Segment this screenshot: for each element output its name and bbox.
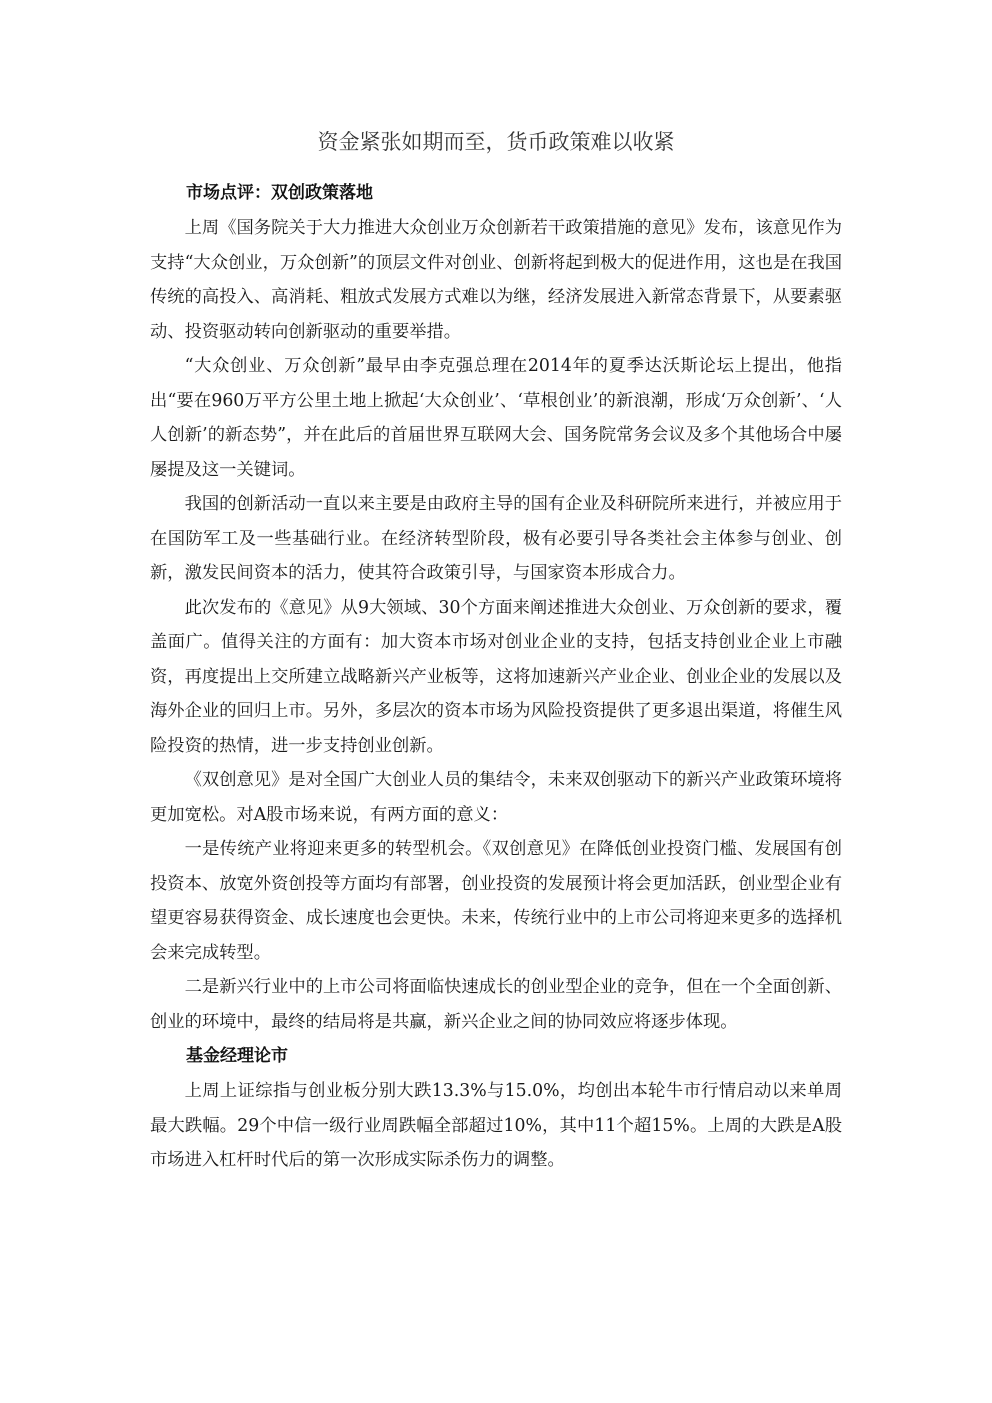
paragraph: 上周《国务院关于大力推进大众创业万众创新若干政策措施的意见》发布，该意见作为支持“大众创业，万众创新”的顶层文件对创业、创新将起到极大的促进作用，这也是在我国传统的高投入、高消耗、粗放式发展方式难以为继，经济发展进入新常态背景下，从要素驱动、投资驱动转向创新驱动的重要举措。	[150, 218, 842, 342]
paragraph: “大众创业、万众创新”最早由李克强总理在2014年的夏季达沃斯论坛上提出，他指出“要在960万平方公里土地上掀起‘大众创业’、‘草根创业’的新浪潮，形成‘万众创新’、‘人人创新’的新态势”，并在此后的首届世界互联网大会、国务院常务会议及多个其他场合中屡屡提及这一关键词。	[150, 356, 842, 480]
section-heading-fund-manager: 基金经理论市	[186, 1046, 288, 1066]
paragraph: 上周上证综指与创业板分别大跌13.3%与15.0%，均创出本轮牛市行情启动以来单周最大跌幅。29个中信一级行业周跌幅全部超过10%，其中11个超15%。上周的大跌是A股市场进入杠杆时代后的第一次形成实际杀伤力的调整。	[150, 1081, 842, 1170]
paragraph: 一是传统产业将迎来更多的转型机会。《双创意见》在降低创业投资门槛、发展国有创投资本、放宽外资创投等方面均有部署，创业投资的发展预计将会更加活跃，创业型企业有望更容易获得资金、成长速度也会更快。未来，传统行业中的上市公司将迎来更多的选择机会来完成转型。	[150, 839, 842, 963]
paragraph: 二是新兴行业中的上市公司将面临快速成长的创业型企业的竞争，但在一个全面创新、创业的环境中，最终的结局将是共赢，新兴企业之间的协同效应将逐步体现。	[150, 977, 842, 1032]
paragraph: 此次发布的《意见》从9大领域、30个方面来阐述推进大众创业、万众创新的要求，覆盖面广。值得关注的方面有：加大资本市场对创业企业的支持，包括支持创业企业上市融资，再度提出上交所建立战略新兴产业板等，这将加速新兴产业企业、创业企业的发展以及海外企业的回归上市。另外，多层次的资本市场为风险投资提供了更多退出渠道，将催生风险投资的热情，进一步支持创业创新。	[150, 597, 842, 756]
document-content	[150, 124, 842, 1178]
document-title: 资金紧张如期而至，货币政策难以收紧	[317, 130, 675, 154]
paragraph: 《双创意见》是对全国广大创业人员的集结令，未来双创驱动下的新兴产业政策环境将更加宽松。对A股市场来说，有两方面的意义：	[150, 770, 842, 825]
paragraph: 我国的创新活动一直以来主要是由政府主导的国有企业及科研院所来进行，并被应用于在国防军工及一些基础行业。在经济转型阶段，极有必要引导各类社会主体参与创业、创新，激发民间资本的活力，使其符合政策引导，与国家资本形成合力。	[150, 494, 842, 583]
section-heading-market-review: 市场点评：双创政策落地	[186, 183, 373, 203]
